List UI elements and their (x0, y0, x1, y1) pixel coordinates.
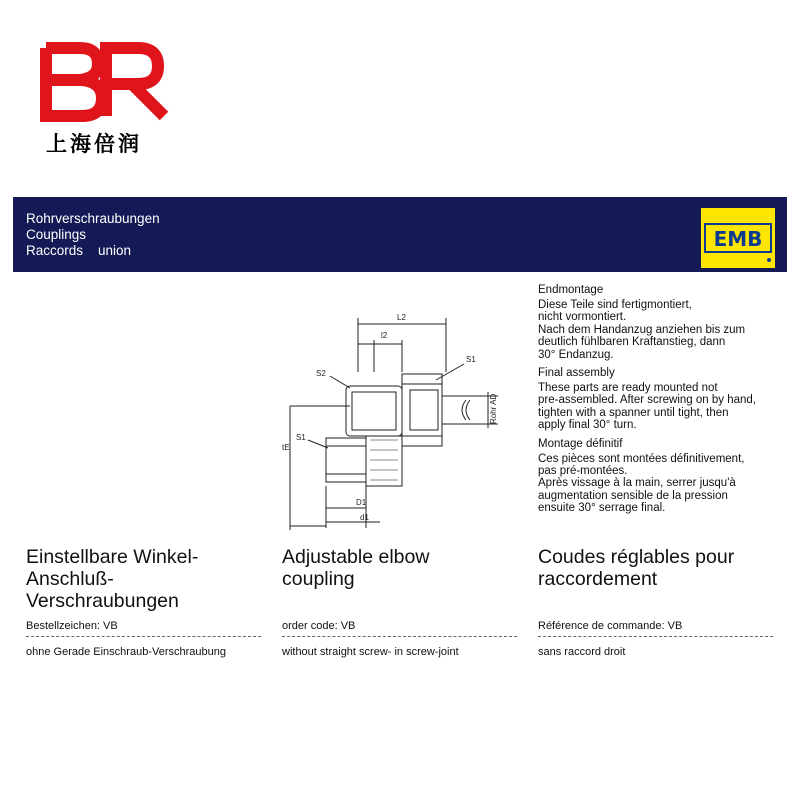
label-l2: l2 (381, 331, 388, 340)
note-line: apply final 30° turn. (538, 419, 637, 432)
note-block-de (538, 284, 788, 361)
header-banner (13, 197, 787, 272)
label-d1-lower: d1 (360, 513, 369, 522)
note-line: pas pré-montées. (538, 465, 628, 478)
note-line: 30° Endanzug. (538, 348, 614, 361)
elbow-coupling-drawing (270, 300, 510, 530)
divider (26, 636, 261, 637)
divider (538, 636, 773, 637)
note-line: These parts are ready mounted not (538, 382, 718, 395)
column-french (538, 546, 778, 658)
order-code: Bestellzeichen: VB (26, 620, 118, 632)
product-title-line: coupling (282, 568, 355, 590)
label-l2-upper: L2 (397, 313, 406, 322)
variant-note: without straight screw- in screw-joint (282, 646, 459, 658)
product-title-line: Einstellbare Winkel- (26, 546, 199, 568)
note-heading: Final assembly (538, 367, 615, 380)
note-line: Après vissage à la main, serrer jusqu'à (538, 477, 736, 490)
note-line: Diese Teile sind fertigmontiert, (538, 299, 692, 311)
note-line: ensuite 30° serrage final. (538, 502, 666, 515)
emb-brand-logo (701, 208, 775, 268)
order-code: Référence de commande: VB (538, 620, 683, 632)
banner-line-fr: Raccords union (26, 243, 132, 258)
label-tube-od: Rohr AD (489, 393, 498, 424)
label-s1-top: S1 (466, 355, 476, 364)
product-title-line: Anschluß- (26, 568, 114, 590)
banner-line-en: Couplings (26, 227, 87, 242)
variant-note: ohne Gerade Einschraub-Verschraubung (26, 646, 226, 658)
label-s1-left: S1 (296, 433, 306, 442)
label-s2: S2 (316, 369, 326, 378)
column-english (282, 546, 522, 658)
assembly-notes (538, 284, 788, 521)
note-line: Ces pièces sont montées définitivement, (538, 452, 745, 465)
note-block-en (538, 367, 788, 432)
label-te: tE (282, 443, 290, 452)
note-line: deutlich fühlbaren Kraftanstieg, dann (538, 336, 726, 349)
note-line: pre-assembled. After screwing on by hand, (538, 394, 756, 407)
note-line: nicht vormontiert. (538, 311, 627, 324)
label-d1-upper: D1 (356, 498, 367, 507)
variant-note: sans raccord droit (538, 646, 626, 658)
product-title-line: Verschraubungen (26, 590, 179, 612)
banner-line-de: Rohrverschraubungen (26, 211, 160, 226)
company-name: 上海倍润 (46, 132, 142, 156)
note-heading: Endmontage (538, 284, 604, 296)
order-code: order code: VB (282, 620, 356, 632)
note-line: tighten with a spanner until tight, then (538, 406, 729, 419)
product-title-line: raccordement (538, 568, 658, 590)
note-block-fr (538, 438, 788, 515)
product-title-line: Coudes réglables pour (538, 546, 735, 568)
emb-logo-text: EMB (713, 227, 763, 251)
column-german (26, 546, 266, 658)
product-title-line: Adjustable elbow (282, 546, 430, 568)
note-line: Nach dem Handanzug anziehen bis zum (538, 323, 746, 336)
note-line: augmentation sensible de la pression (538, 489, 728, 502)
note-heading: Montage définitif (538, 437, 623, 450)
divider (282, 636, 517, 637)
